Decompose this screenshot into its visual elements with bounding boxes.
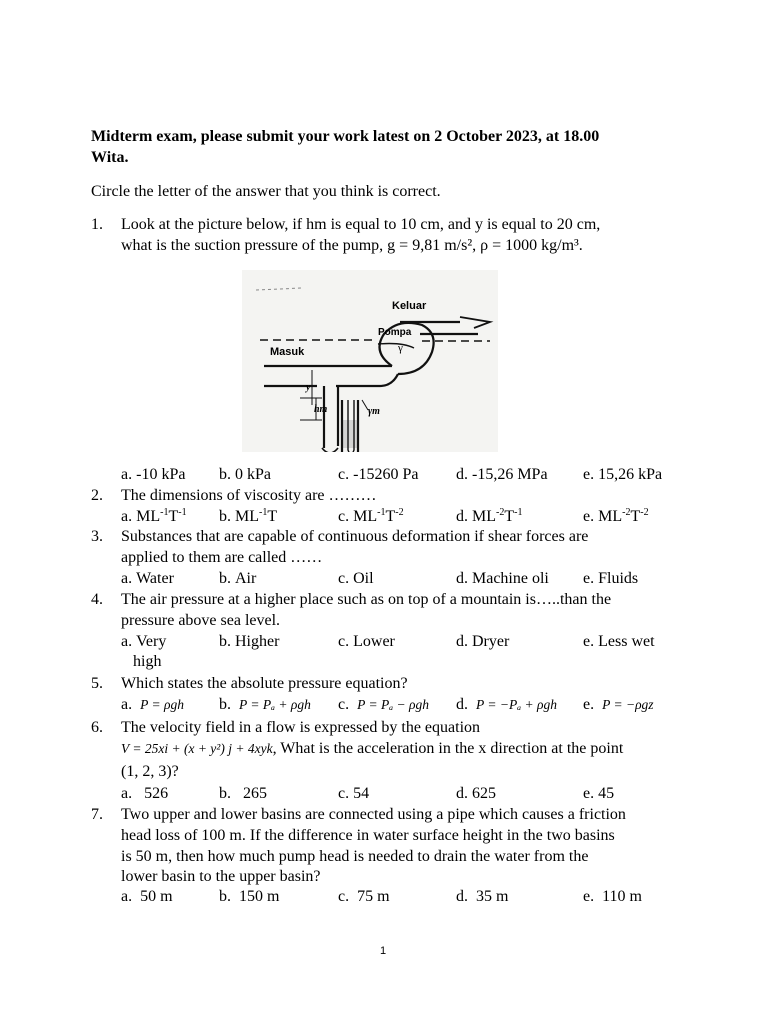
q3-option-b[interactable]: b. Air bbox=[219, 570, 257, 587]
page-number: 1 bbox=[380, 945, 387, 957]
q4-option-d[interactable]: d. Dryer bbox=[456, 633, 510, 650]
question-1-line2: what is the suction pressure of the pump, g = 9,81 m/s², ρ = 1000 kg/m³. bbox=[121, 237, 583, 254]
label-y: y bbox=[306, 382, 311, 393]
q5-option-d[interactable]: d. P = −Pₐ + ρgh bbox=[456, 696, 558, 713]
question-7-line3: is 50 m, then how much pump head is needed to drain the water from the bbox=[121, 848, 589, 865]
q4-option-a[interactable]: a. Very high bbox=[121, 633, 167, 670]
question-5-number: 5. bbox=[91, 675, 103, 692]
question-7-number: 7. bbox=[91, 806, 103, 823]
q4-option-b[interactable]: b. Higher bbox=[219, 633, 280, 650]
question-6-number: 6. bbox=[91, 719, 103, 736]
q7-option-d[interactable]: d. 35 m bbox=[456, 888, 509, 905]
question-4-number: 4. bbox=[91, 591, 103, 608]
question-1-line1: Look at the picture below, if hm is equal to 10 cm, and y is equal to 20 cm, bbox=[121, 216, 601, 233]
question-5-line1: Which states the absolute pressure equation? bbox=[121, 675, 408, 692]
question-4-options bbox=[121, 632, 681, 672]
question-2-line1: The dimensions of viscosity are ……… bbox=[121, 487, 377, 504]
q4-option-e[interactable]: e. Less wet bbox=[583, 633, 655, 650]
label-masuk: Masuk bbox=[270, 346, 305, 358]
q7-option-e[interactable]: e. 110 m bbox=[583, 888, 642, 905]
q6-option-d[interactable]: d. 625 bbox=[456, 785, 496, 802]
q3-option-e[interactable]: e. Fluids bbox=[583, 570, 639, 587]
question-3-number: 3. bbox=[91, 528, 103, 545]
q3-option-c[interactable]: c. Oil bbox=[338, 570, 374, 587]
question-4-line1: The air pressure at a higher place such as on top of a mountain is…..than the bbox=[121, 591, 612, 608]
question-6-line3: (1, 2, 3)? bbox=[121, 763, 179, 780]
question-5-options bbox=[121, 695, 681, 715]
question-3-line2: applied to them are called …… bbox=[121, 549, 323, 566]
q3-option-d[interactable]: d. Machine oli bbox=[456, 570, 549, 587]
pump-diagram bbox=[242, 270, 498, 452]
q5-option-b[interactable]: b. P = Pₐ + ρgh bbox=[219, 696, 311, 713]
question-4-line2: pressure above sea level. bbox=[121, 612, 281, 629]
label-pompa: Pompa bbox=[378, 327, 412, 338]
question-6-line1: The velocity field in a flow is expressed by the equation bbox=[121, 719, 481, 736]
question-1-number: 1. bbox=[91, 216, 103, 233]
q7-option-c[interactable]: c. 75 m bbox=[338, 888, 390, 905]
question-2-number: 2. bbox=[91, 487, 103, 504]
q1-option-c[interactable]: c. -15260 Pa bbox=[338, 466, 419, 483]
q2-option-e[interactable]: e. $ML^{-2}T^{-2}$ bbox=[583, 507, 649, 525]
q7-option-b[interactable]: b. 150 m bbox=[219, 888, 280, 905]
question-3-line1: Substances that are capable of continuous deformation if shear forces are bbox=[121, 528, 589, 545]
label-gamma: γ bbox=[398, 342, 403, 354]
question-6-options bbox=[121, 784, 681, 804]
q6-option-c[interactable]: c. 54 bbox=[338, 785, 370, 802]
label-keluar: Keluar bbox=[392, 300, 427, 312]
q4-option-c[interactable]: c. Lower bbox=[338, 633, 395, 650]
question-7-options bbox=[121, 887, 681, 907]
question-1-options bbox=[121, 465, 681, 485]
label-hm: hm bbox=[314, 404, 328, 415]
exam-title bbox=[91, 126, 599, 168]
q7-option-a[interactable]: a. 50 m bbox=[121, 888, 173, 905]
q2-option-a[interactable]: a. $ML^{-1}T^{-1}$ bbox=[121, 507, 187, 525]
q5-option-c[interactable]: c. P = Pₐ − ρgh bbox=[338, 696, 430, 713]
q2-option-c[interactable]: c. $ML^{-1}T^{-2}$ bbox=[338, 507, 404, 525]
q5-option-a[interactable]: a. P = ρgh bbox=[121, 696, 184, 713]
instruction-text: Circle the letter of the answer that you think is correct. bbox=[91, 183, 441, 200]
question-7-line2: head loss of 100 m. If the difference in water surface height in the two basins bbox=[121, 827, 615, 844]
label-gamma-m: γm bbox=[368, 406, 380, 417]
q1-option-a[interactable]: a. -10 kPa bbox=[121, 466, 186, 483]
exam-title-line2: Wita. bbox=[91, 149, 129, 166]
exam-title-line1: Midterm exam, please submit your work latest on 2 October 2023, at 18.00 bbox=[91, 128, 600, 145]
question-2-options bbox=[121, 507, 681, 527]
question-7-line1: Two upper and lower basins are connected using a pipe which causes a friction bbox=[121, 806, 626, 823]
q2-option-d[interactable]: d. $ML^{-2}T^{-1}$ bbox=[456, 507, 523, 525]
q6-option-e[interactable]: e. 45 bbox=[583, 785, 615, 802]
pump-diagram-figure bbox=[242, 270, 498, 452]
q3-option-a[interactable]: a. Water bbox=[121, 570, 174, 587]
q6-option-a[interactable]: a. 526 bbox=[121, 785, 169, 802]
question-7-line4: lower basin to the upper basin? bbox=[121, 868, 321, 885]
q1-option-d[interactable]: d. -15,26 MPa bbox=[456, 466, 548, 483]
question-6-line2-tail: , What is the acceleration in the x direction at the point bbox=[272, 740, 624, 757]
q2-option-b[interactable]: b. $ML^{-1}T$ bbox=[219, 507, 278, 525]
velocity-equation: V = 25xi + (x + y²) j + 4xyk bbox=[121, 741, 273, 756]
q5-option-e[interactable]: e. P = −ρgz bbox=[583, 696, 654, 713]
question-6-line2 bbox=[121, 739, 623, 759]
q1-option-e[interactable]: e. 15,26 kPa bbox=[583, 466, 663, 483]
q6-option-b[interactable]: b. 265 bbox=[219, 785, 267, 802]
q1-option-b[interactable]: b. 0 kPa bbox=[219, 466, 271, 483]
question-3-options bbox=[121, 569, 681, 589]
